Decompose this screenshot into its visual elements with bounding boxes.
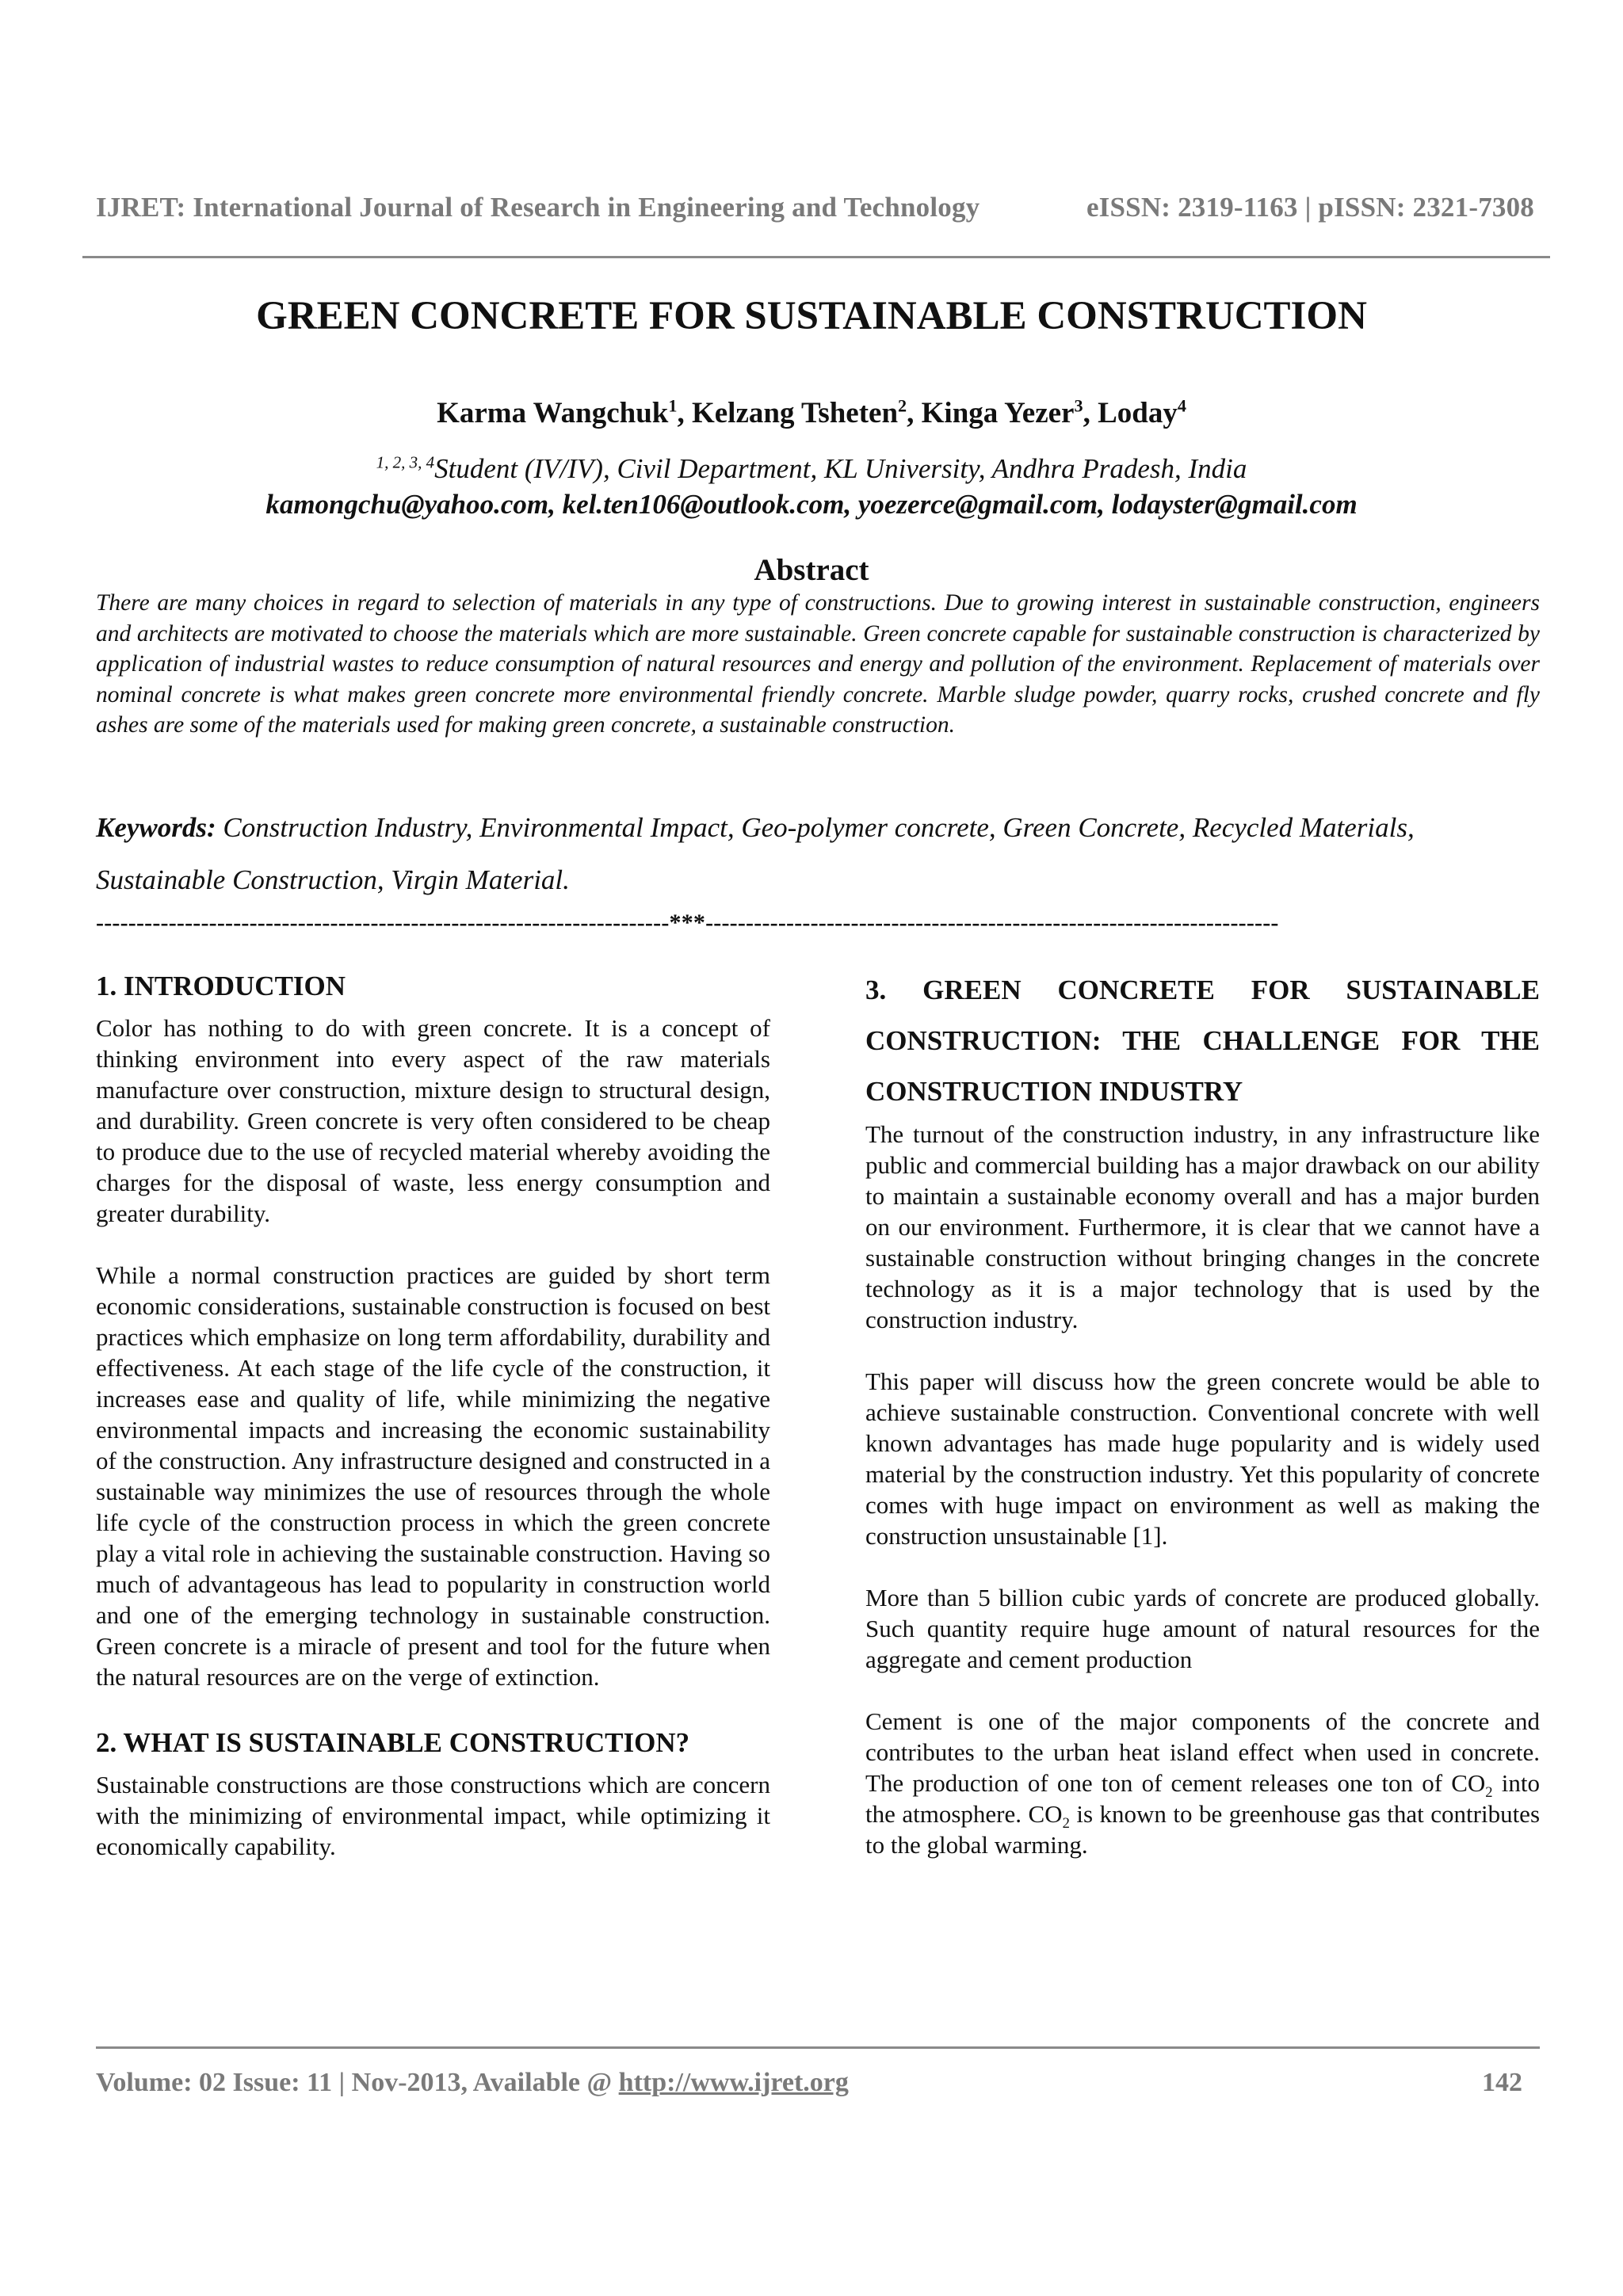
author-list	[0, 396, 1623, 430]
author-sup: 2	[898, 395, 907, 416]
paragraph: While a normal construction practices are guided by short term economic considerations, sustainable construction is focused on best practices which emphasize on long term affordability, durability and effectiveness. At each stage of the life cycle of the construction, it increases ease and quality of life, while minimizing the negative environmental impacts and increasing the economic sustainability of the construction. Any infrastructure designed and constructed in a sustainable way minimizes the use of resources through the whole life cycle of the construction process in which the green concrete play a vital role in achieving the sustainable construction. Having so much of advantageous has lead to popularity in construction world and one of the emerging technology in sustainable construction. Green concrete is a miracle of present and tool for the future when the natural resources are on the verge of extinction.	[96, 1261, 770, 1691]
footer-rule	[96, 2046, 1540, 2049]
paragraph: More than 5 billion cubic yards of concrete are produced globally. Such quantity require huge amount of natural resources for the aggregate and cement production	[865, 1584, 1540, 1673]
issn: eISSN: 2319-1163 | pISSN: 2321-7308	[1086, 192, 1534, 223]
left-column	[96, 971, 770, 1862]
abstract-heading: Abstract	[754, 553, 869, 587]
affiliation-sup: 1, 2, 3, 4	[376, 452, 435, 472]
author-separator: ,	[907, 397, 922, 429]
author-name: Kinga Yezer	[921, 397, 1075, 429]
running-header	[96, 192, 1534, 223]
paragraph-part: is known to be greenhouse gas that contributes to the global warming.	[865, 1800, 1541, 1859]
keywords-text: Construction Industry, Environmental Impact, Geo-polymer concrete, Green Concrete, Recycled Materials, Sustainable Construction, Virgin Material.	[96, 812, 1415, 895]
right-column	[865, 965, 1540, 1860]
volume-info: Volume: 02 Issue: 11 | Nov-2013, Available @	[96, 2068, 619, 2097]
author-separator: ,	[1083, 397, 1098, 429]
paper-title: GREEN CONCRETE FOR SUSTAINABLE CONSTRUCTION	[256, 294, 1367, 338]
affiliation	[0, 453, 1623, 485]
subscript: 2	[1062, 1815, 1070, 1833]
subscript: 2	[1485, 1784, 1493, 1802]
author-separator: ,	[677, 397, 692, 429]
affiliation-text: Student (IV/IV), Civil Department, KL University, Andhra Pradesh, India	[434, 453, 1247, 484]
author-name: Kelzang Tsheten	[691, 397, 899, 429]
page-number: 142	[1482, 2068, 1522, 2097]
keywords-label: Keywords:	[96, 812, 216, 843]
section-heading: 2. WHAT IS SUSTAINABLE CONSTRUCTION?	[96, 1727, 690, 1758]
section-heading: 3. GREEN CONCRETE FOR SUSTAINABLE CONSTRUCTION: THE CHALLENGE FOR THE CONSTRUCTION INDUSTRY	[865, 974, 1540, 1107]
paragraph: Sustainable constructions are those constructions which are concern with the minimizing of environmental impact, while optimizing it economically capability.	[96, 1771, 770, 1860]
journal-link[interactable]: http://www.ijret.org	[618, 2068, 849, 2097]
author-sup: 3	[1074, 395, 1083, 416]
paragraph-part: into the atmosphere. CO	[865, 1769, 1540, 1828]
header-rule	[82, 256, 1550, 258]
paragraph	[865, 1706, 1540, 1860]
author-name: Karma Wangchuk	[437, 397, 669, 429]
footer-volume	[96, 2068, 849, 2098]
paragraph: The turnout of the construction industry, in any infrastructure like public and commercial building has a major drawback on our ability to maintain a sustainable economy overall and has a major burden on our environment. Furthermore, it is clear that we cannot have a sustainable construction without bringing changes in the concrete technology as it is a major technology that is used by the construction industry.	[865, 1120, 1540, 1333]
keywords	[96, 802, 1540, 906]
paragraph: Color has nothing to do with green concrete. It is a concept of thinking environment into every aspect of the raw materials manufacture over construction, mixture design to structural design, and durability. Green concrete is very often considered to be cheap to produce due to the use of recycled material whereby avoiding the charges for the disposal of waste, less energy consumption and greater durability.	[96, 1014, 770, 1227]
abstract-text: There are many choices in regard to selection of materials in any type of constructions. Due to growing interest in sustainable construction, engineers and architects are motivated to choose the materials which are more sustainable. Green concrete capable for sustainable construction is characterized by application of industrial wastes to reduce consumption of natural resources and energy and pollution of the environment. Replacement of materials over nominal concrete is what makes green concrete more environmental friendly concrete. Marble sludge powder, quarry rocks, crushed concrete and fly ashes are some of the materials used for making green concrete, a sustainable construction.	[96, 590, 1540, 738]
section-heading: 1. INTRODUCTION	[96, 971, 346, 1001]
paragraph: This paper will discuss how the green concrete would be able to achieve sustainable construction. Conventional concrete with well known advantages has made huge popularity and is widely used material by the construction industry. Yet this popularity of concrete comes with huge impact on environment as well as making the construction unsustainable [1].	[865, 1367, 1540, 1550]
author-sup: 1	[668, 395, 678, 416]
journal-name: IJRET: International Journal of Research in Engineering and Technology	[96, 192, 980, 223]
author-emails: kamongchu@yahoo.com, kel.ten106@outlook.com, yoezerce@gmail.com, lodayster@gmail.com	[265, 489, 1358, 520]
section-separator: -----------------------------------------------------------------------***-----------------------------------------------------------------------	[96, 910, 1279, 936]
author-sup: 4	[1177, 395, 1186, 416]
paragraph-part: Cement is one of the major components of the concrete and contributes to the urban heat island effect when used in concrete. The production of one ton of cement releases one ton of CO	[865, 1707, 1540, 1797]
author-name: Loday	[1098, 397, 1178, 429]
